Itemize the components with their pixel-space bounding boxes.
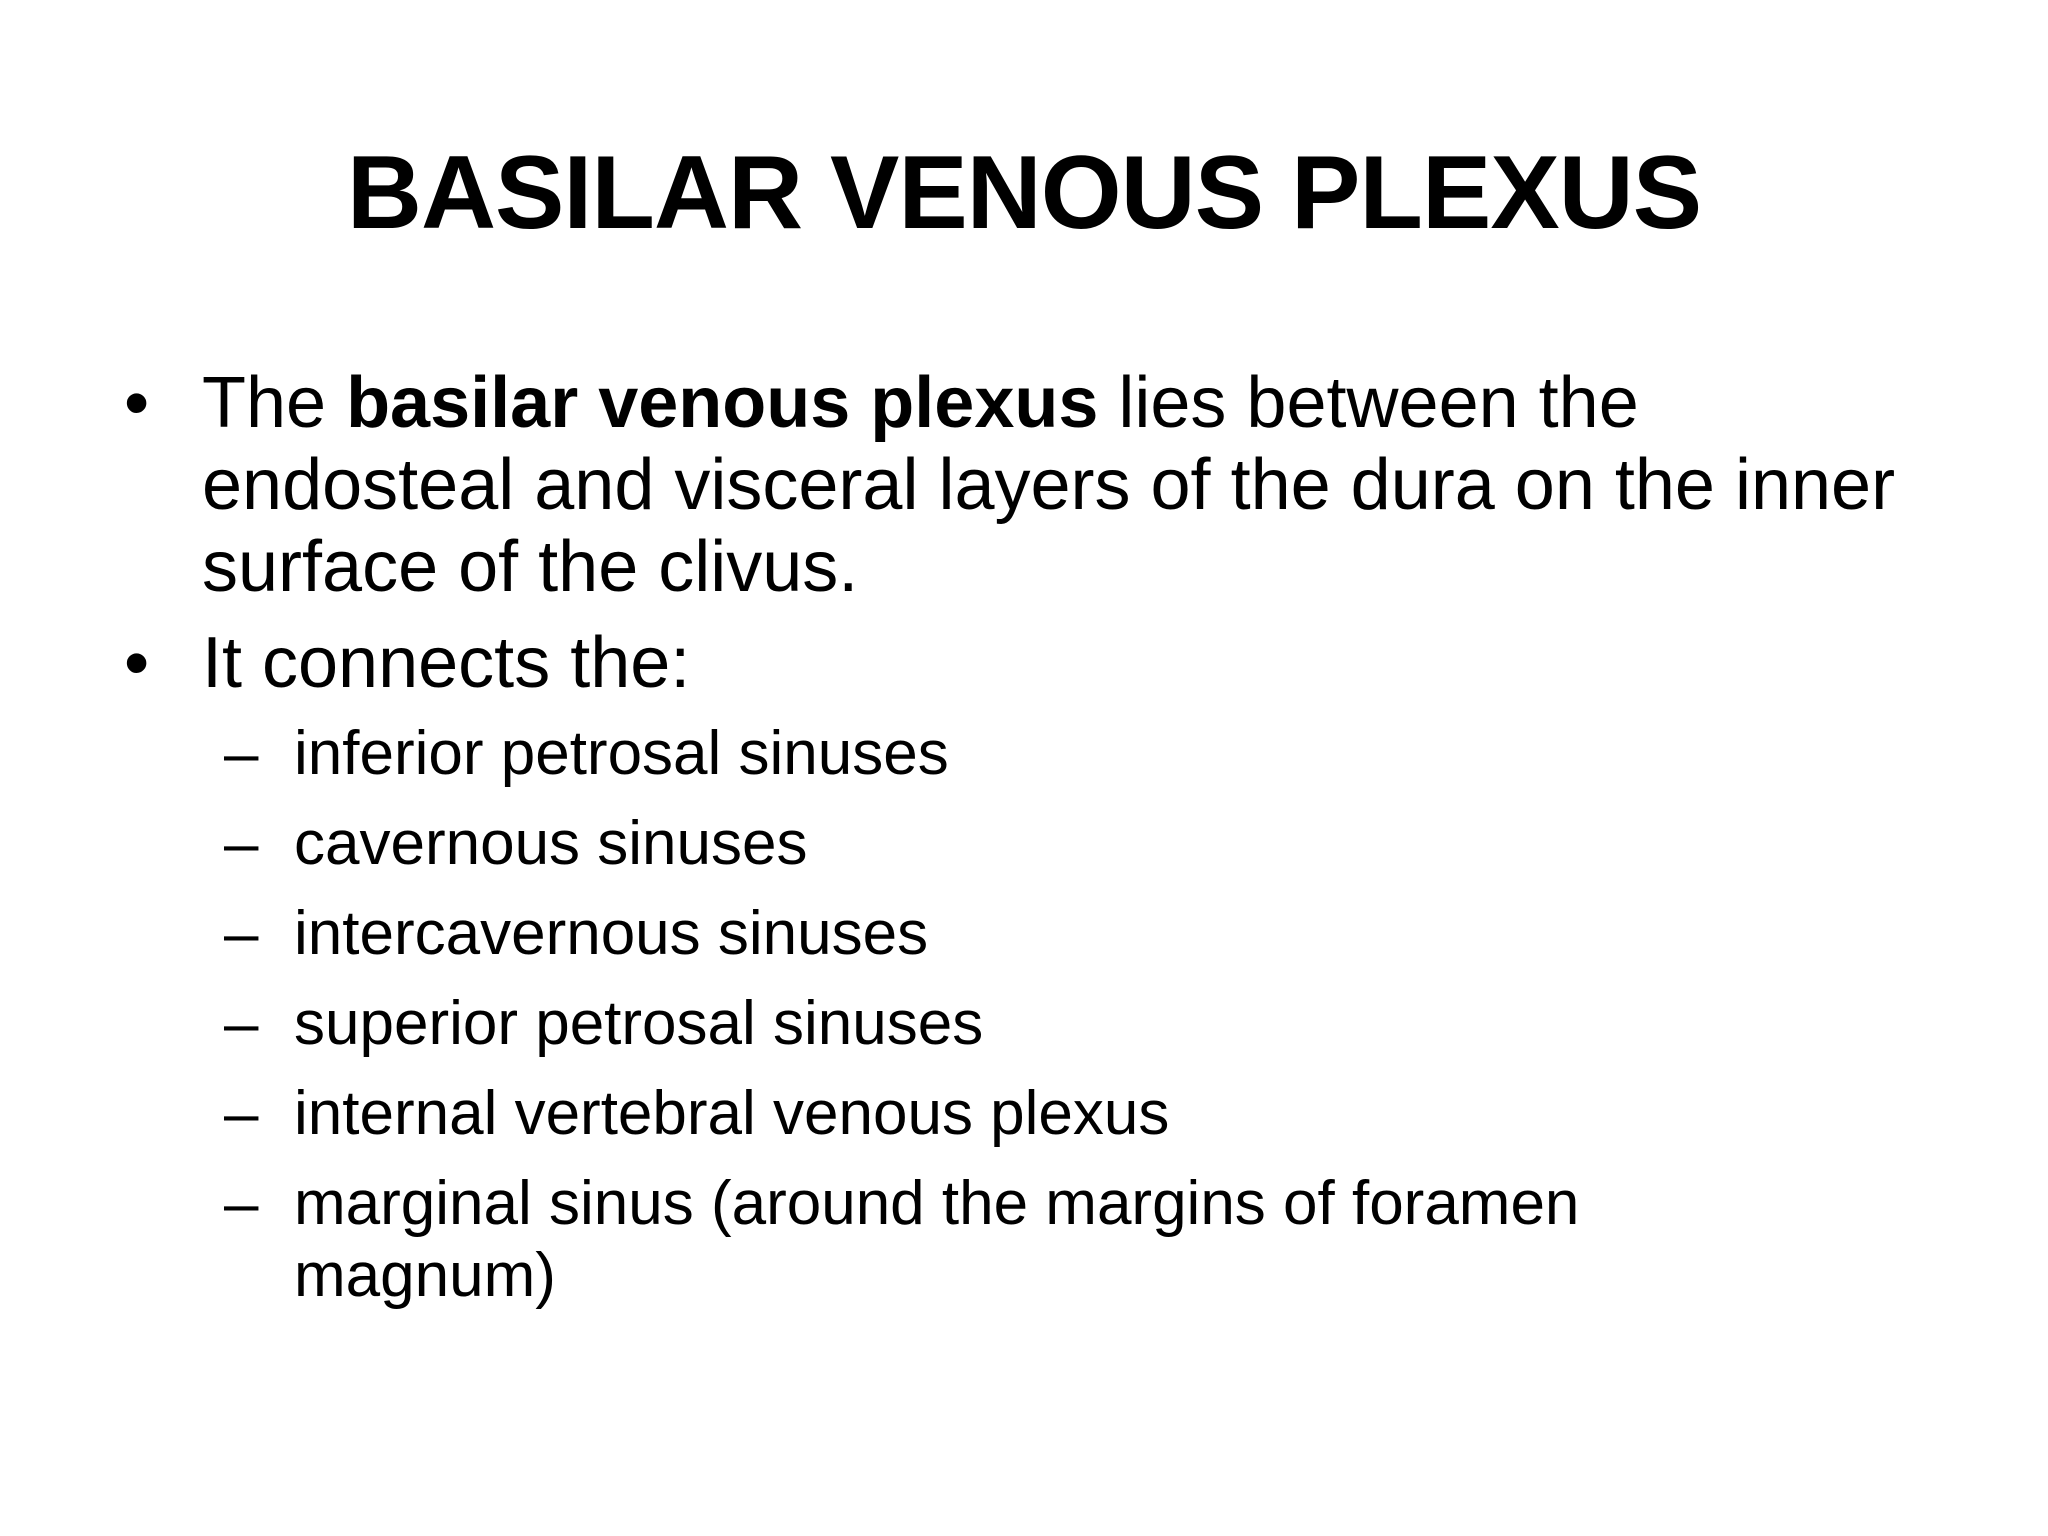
dash-marker: – — [224, 1169, 259, 1238]
slide-content — [120, 362, 1950, 1330]
dash-marker: – — [224, 899, 259, 968]
sub-bullet-item — [120, 1078, 1854, 1150]
sub-bullet-list — [120, 718, 1950, 1312]
sub-bullet-item — [120, 718, 1854, 790]
sub-bullet-text: intercavernous sinuses — [294, 899, 929, 968]
sub-bullet-text: marginal sinus (around the margins of foramen magnum) — [294, 1169, 1580, 1310]
sub-bullet-item — [120, 1168, 1854, 1312]
sub-bullet-text: internal vertebral venous plexus — [294, 1079, 1170, 1148]
bullet-marker: • — [124, 363, 150, 443]
bullet-text-post: lies between the endosteal and visceral layers of the dura on the inner surface of the clivus. — [202, 363, 1896, 607]
sub-bullet-text: inferior petrosal sinuses — [294, 719, 949, 788]
dash-marker: – — [224, 719, 259, 788]
dash-marker: – — [224, 1079, 259, 1148]
bullet-text-pre: The — [202, 363, 347, 443]
bullet-text: It connects the: — [202, 623, 691, 703]
dash-marker: – — [224, 989, 259, 1058]
sub-bullet-text: cavernous sinuses — [294, 809, 808, 878]
slide-title: BASILAR VENOUS PLEXUS — [346, 135, 1702, 251]
sub-bullet-item — [120, 988, 1854, 1060]
dash-marker: – — [224, 809, 259, 878]
bullet-item — [120, 362, 1950, 608]
sub-bullet-item — [120, 898, 1854, 970]
bullet-marker: • — [124, 623, 150, 703]
sub-bullet-text: superior petrosal sinuses — [294, 989, 984, 1058]
sub-bullet-item — [120, 808, 1854, 880]
bullet-item — [120, 622, 1950, 704]
bullet-text-bold: basilar venous plexus — [346, 363, 1099, 443]
